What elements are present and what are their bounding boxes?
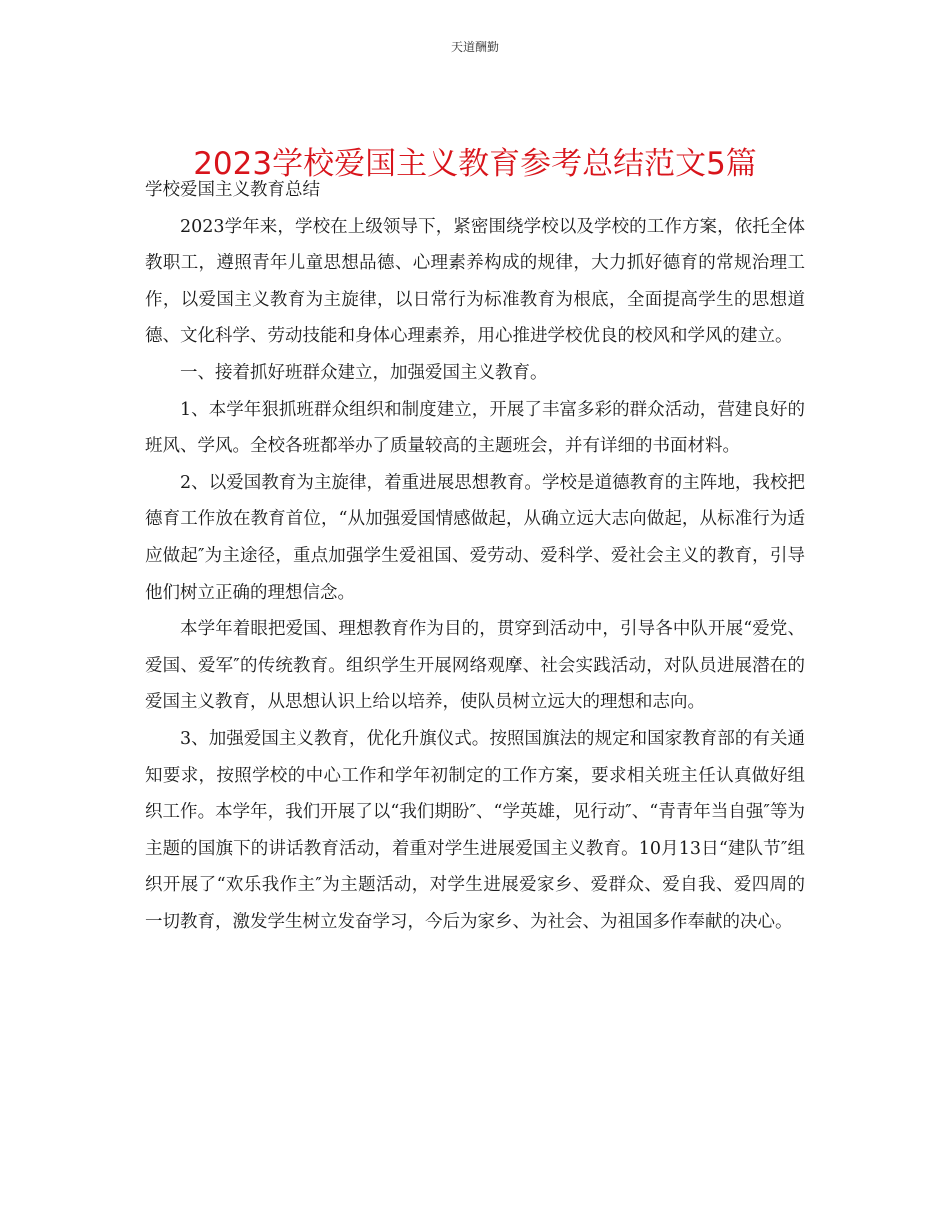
paragraph-section-1-heading: 一、接着抓好班群众建立，加强爱国主义教育。 — [180, 362, 548, 383]
paragraph-item-2-continued: 本学年着眼把爱国、理想教育作为目的，贯穿到活动中，引导各中队开展“爱党、爱国、爱军″的传统教育。组织学生开展网络观摩、社会实践活动，对队员进展潜在的爱国主义教育，从思想认识上给以培养，使队员树立远大的理想和志向。 — [145, 619, 805, 713]
paragraph-item-2: 2、以爱国教育为主旋律，着重进展思想教育。学校是道德教育的主阵地，我校把德育工作放在教育首位，“从加强爱国情感做起，从确立远大志向做起，从标准行为适应做起″为主途径，重点加强学生爱祖国、爱劳动、爱科学、爱社会主义的教育，引导他们树立正确的理想信念。 — [145, 472, 805, 603]
paragraph-item-3: 3、加强爱国主义教育，优化升旗仪式。按照国旗法的规定和国家教育部的有关通知要求，按照学校的中心工作和学年初制定的工作方案，要求相关班主任认真做好组织工作。本学年，我们开展了以“我们期盼″、“学英雄，见行动″、“青青年当自强″等为主题的国旗下的讲话教育活动，着重对学生进展爱国主义教育。10月13日“建队节″组织开展了“欢乐我作主″为主题活动，对学生进展爱家乡、爱群众、爱自我、爱四周的一切教育，激发学生树立发奋学习，今后为家乡、为社会、为祖国多作奉献的决心。 — [145, 728, 805, 932]
document-title: 2023学校爱国主义教育参考总结范文5篇 — [193, 146, 757, 182]
document-subtitle: 学校爱国主义教育总结 — [145, 180, 320, 200]
paragraph-intro: 2023学年来，学校在上级领导下，紧密围绕学校以及学校的工作方案，依托全体教职工，遵照青年儿童思想品德、心理素养构成的规律，大力抓好德育的常规治理工作，以爱国主义教育为主旋律，以日常行为标准教育为根底，全面提高学生的思想道德、文化科学、劳动技能和身体心理素养，用心推进学校优良的校风和学风的建立。 — [145, 216, 805, 347]
document-body — [145, 172, 805, 940]
paragraph-item-1: 1、本学年狠抓班群众组织和制度建立，开展了丰富多彩的群众活动，营建良好的班风、学风。全校各班都举办了质量较高的主题班会，并有详细的书面材料。 — [145, 399, 805, 457]
page-header: 天道酬勤 — [450, 40, 499, 54]
